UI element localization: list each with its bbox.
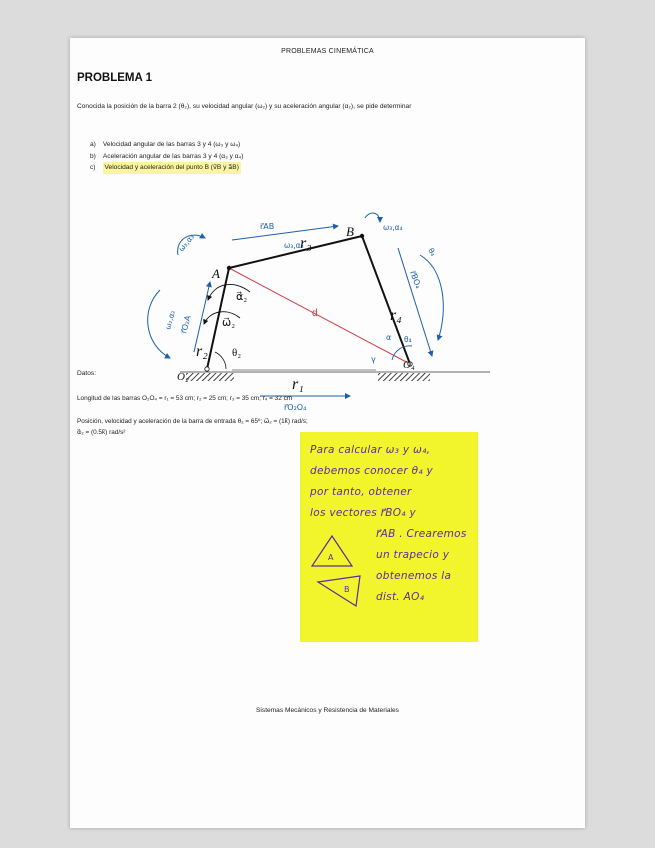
vector-ro2a [194, 282, 210, 352]
label-w3a3-top: ω₃,α₃ [176, 232, 197, 254]
ground-hatch-o2 [186, 373, 234, 381]
label-w3b4: ω₃,α₄ [383, 223, 403, 232]
note-line-8: dist. AO₄ [376, 591, 425, 603]
task-letter: b) [90, 152, 96, 160]
vector-rab [232, 226, 338, 240]
label-theta2: θ₂ [232, 347, 242, 359]
input-line-1: Posición, velocidad y aceleración de la barra de entrada θ₂ = 65º; ω⃗₂ = (1k̂) rad/s; [77, 418, 308, 425]
theta4-arc [392, 346, 412, 360]
note-line-1: Para calcular ω₃ y ω₄, [310, 444, 431, 456]
theta2-arc [215, 352, 226, 369]
link-r4 [362, 236, 410, 364]
label-point-o4: O₄ [403, 359, 415, 371]
task-letter: c) [90, 164, 96, 171]
label-point-o2: O₂ [177, 371, 189, 383]
label-r3: r₃ [300, 235, 312, 252]
label-omega2: ω⃗₂ [222, 317, 236, 329]
ground-hatch-o4 [378, 373, 430, 381]
triangle-sketches [308, 532, 368, 612]
joint-a [227, 266, 231, 270]
w4-arrow [420, 255, 443, 340]
datos-label: Datos: [77, 370, 97, 377]
label-r1: r₁ [292, 376, 304, 393]
label-alpha-small: α [386, 333, 392, 342]
label-alpha2: α⃗₂ [236, 291, 248, 303]
label-r4: r₄ [390, 307, 402, 324]
label-w2a2: ω₂,α₂ [163, 309, 178, 331]
distance-d [229, 268, 410, 364]
joint-o2 [205, 367, 209, 371]
label-vec-rab: r⃗AB [260, 222, 275, 231]
b-top-arrow [365, 213, 380, 222]
triangle-b-label: B [344, 585, 350, 594]
note-line-7: obtenemos la [376, 570, 452, 582]
bar-lengths: Longitud de las barras O₂O₄ = r₁ = 53 cm; r₂ = 25 cm; r₃ = 35 cm; r₄ = 32 cm [77, 395, 293, 402]
label-vec-ro2a: r⃗O₂A [179, 314, 193, 335]
task-text-highlighted: Velocidad y aceleración del punto B (v⃗B y a⃗B) [103, 162, 241, 174]
label-gamma-small: γ [371, 355, 376, 364]
note-line-2: debemos conocer θ₄ y [310, 465, 434, 477]
input-line-2: α⃗₂ = (0.5k̂) rad/s² [77, 429, 126, 436]
problem-statement: Conocida la posición de la barra 2 (θ₂), su velocidad angular (ω₂) y su aceleración angular (α₂), se pide determinar [77, 103, 412, 110]
page-header: PROBLEMAS CINEMÁTICA [281, 48, 374, 55]
note-line-6: un trapecio y [376, 549, 450, 561]
label-theta4-angle: θ₄ [404, 335, 412, 344]
label-r2: r₂ [196, 343, 208, 360]
joint-b [360, 234, 364, 238]
label-vec-ro2o4: r⃗O₂O₄ [284, 403, 307, 412]
task-text: Aceleración angular de las barras 3 y 4 (α₃ y α₄) [102, 152, 244, 160]
label-vec-rbo4: r⃗BO₄ [408, 269, 423, 290]
label-point-a: A [212, 266, 220, 281]
note-line-4: los vectores r⃗BO₄ y [310, 507, 416, 519]
label-point-b: B [346, 224, 354, 239]
label-theta4-top: θ₄ [426, 246, 438, 258]
problem-title: PROBLEMA 1 [77, 72, 152, 84]
note-line-5: r⃗AB . Crearemos [376, 528, 467, 540]
label-d: d [312, 308, 318, 319]
sticky-note [300, 432, 478, 642]
task-letter: a) [90, 141, 96, 148]
note-line-3: por tanto, obtener [310, 486, 412, 498]
label-w3a3-mid: ω₃,α₃ [284, 241, 304, 250]
page-footer: Sistemas Mecánicos y Resistencia de Materiales [256, 707, 399, 714]
triangle-a-label: A [328, 553, 334, 562]
task-text: Velocidad angular de las barras 3 y 4 (ω₃ y ω₄) [102, 141, 241, 148]
